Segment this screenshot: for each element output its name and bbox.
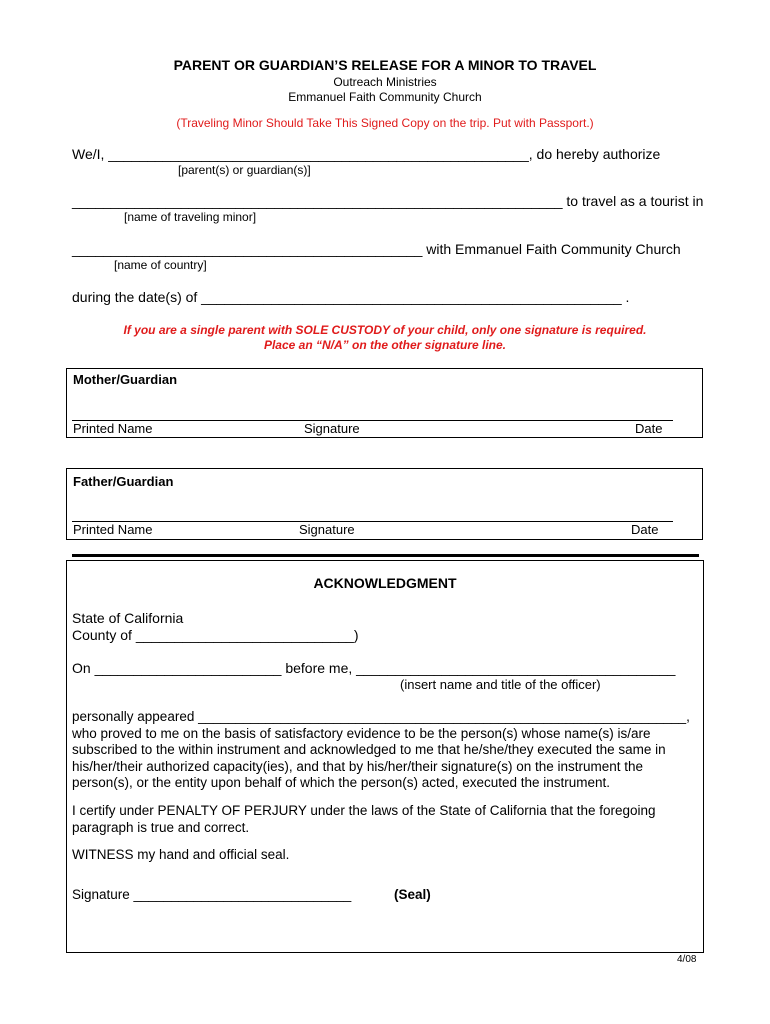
father-guardian-box bbox=[66, 468, 703, 540]
witness-text: WITNESS my hand and official seal. bbox=[72, 847, 290, 862]
on-date-line[interactable]: On ________________________ before me, _________________________________________ bbox=[72, 660, 676, 676]
state-text: State of California bbox=[72, 610, 184, 626]
father-heading: Father/Guardian bbox=[73, 474, 174, 489]
father-printed-name-label: Printed Name bbox=[73, 522, 153, 537]
mother-date-label: Date bbox=[635, 421, 663, 436]
appearance-line-3: subscribed to the within instrument and acknowledged to me that he/she/they executed the same in bbox=[72, 742, 666, 757]
dates-line[interactable]: during the date(s) of ______________________________________________________ . bbox=[72, 289, 630, 305]
country-hint: [name of country] bbox=[114, 258, 207, 272]
perjury-line-1: I certify under PENALTY OF PERJURY under the laws of the State of California that the foregoing bbox=[72, 803, 656, 818]
acknowledgment-heading: ACKNOWLEDGMENT bbox=[313, 575, 457, 591]
perjury-paragraph bbox=[72, 802, 656, 836]
section-divider bbox=[72, 554, 699, 557]
officer-hint: (insert name and title of the officer) bbox=[400, 677, 601, 692]
father-date-label: Date bbox=[631, 522, 659, 537]
minor-line[interactable]: _______________________________________________________________ to travel as a tourist in bbox=[72, 193, 704, 209]
parent-hint: [parent(s) or guardian(s)] bbox=[178, 163, 311, 177]
county-line[interactable]: County of ____________________________) bbox=[72, 627, 359, 643]
country-line[interactable]: _____________________________________________ with Emmanuel Faith Community Church bbox=[72, 241, 681, 257]
appearance-line-5: person(s), or the entity upon behalf of which the person(s) acted, executed the instrument. bbox=[72, 775, 611, 790]
minor-hint: [name of traveling minor] bbox=[124, 210, 257, 224]
mother-heading: Mother/Guardian bbox=[73, 372, 178, 387]
mother-signature-line[interactable] bbox=[72, 420, 673, 421]
version-code: 4/08 bbox=[677, 954, 697, 965]
page-title: PARENT OR GUARDIAN’S RELEASE FOR A MINOR TO TRAVEL bbox=[173, 57, 597, 73]
perjury-line-2: paragraph is true and correct. bbox=[72, 820, 250, 835]
seal-label: (Seal) bbox=[394, 887, 431, 902]
appearance-line-4: his/her/their authorized capacity(ies), and that by his/her/their signature(s) on the instrument the bbox=[72, 758, 644, 774]
mother-guardian-box bbox=[66, 368, 703, 438]
mother-signature-label: Signature bbox=[304, 421, 360, 436]
authorize-line[interactable]: We/I, ______________________________________________________, do hereby authorize bbox=[72, 146, 661, 162]
father-signature-label: Signature bbox=[299, 522, 355, 537]
appearance-line-1[interactable]: personally appeared _________________________________________________________________, bbox=[72, 709, 690, 724]
appearance-paragraph bbox=[72, 709, 690, 792]
officer-signature-line[interactable]: Signature _____________________________ bbox=[72, 887, 352, 902]
appearance-line-2: who proved to me on the basis of satisfactory evidence to be the person(s) whose name(s) is/are bbox=[72, 725, 651, 741]
custody-note-line2: Place an “N/A” on the other signature line. bbox=[263, 338, 507, 352]
father-signature-line[interactable] bbox=[72, 521, 673, 522]
passport-notice: (Traveling Minor Should Take This Signed Copy on the trip. Put with Passport.) bbox=[176, 116, 594, 130]
church-name: Emmanuel Faith Community Church bbox=[288, 90, 482, 104]
organization-name: Outreach Ministries bbox=[333, 75, 437, 89]
custody-note-line1: If you are a single parent with SOLE CUSTODY of your child, only one signature is required. bbox=[123, 323, 647, 337]
mother-printed-name-label: Printed Name bbox=[73, 421, 153, 436]
